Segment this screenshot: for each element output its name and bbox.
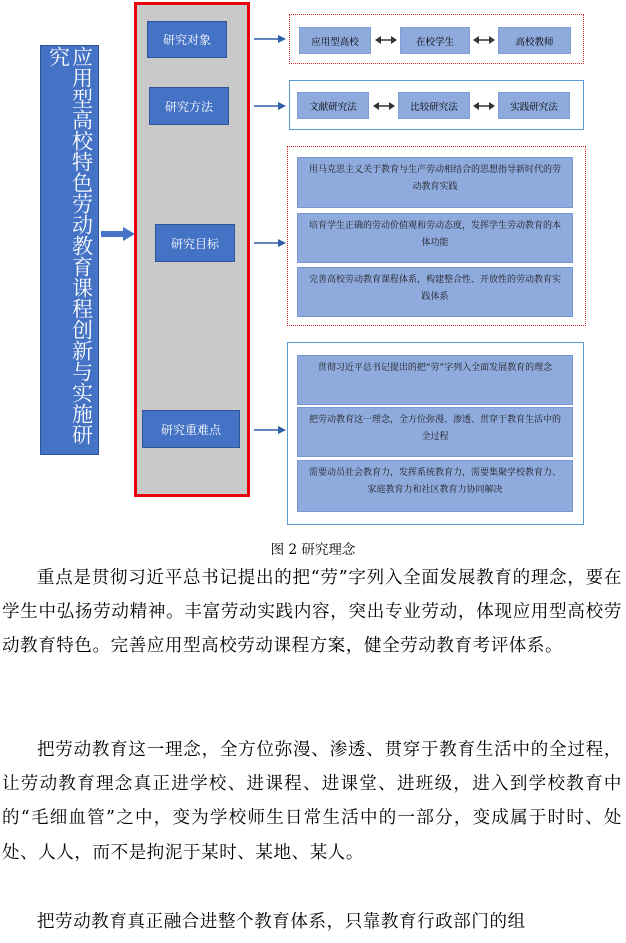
- category-goals-label: 研究目标: [170, 236, 219, 251]
- main-arrow-icon: [101, 227, 135, 241]
- arrow-objects-icon: [254, 34, 286, 44]
- keypoint-item: 需要动员社会教育力，发挥系统教育力，需要集聚学校教育力、家庭教育力和社区教育力协同解决: [297, 460, 573, 512]
- goal-item: 完善高校劳动教育课程体系，构建整合性、开放性的劳动教育实践体系: [297, 267, 573, 317]
- category-objects-box: [147, 21, 227, 58]
- category-goals-box: [155, 224, 235, 262]
- object-item: 在校学生: [400, 27, 470, 54]
- method-item: 文献研究法: [297, 92, 369, 119]
- keypoint-item: 把劳动教育这一理念，全方位弥漫、渗透、贯穿于教育生活中的全过程: [297, 407, 573, 457]
- category-objects-label: 研究对象: [162, 33, 211, 47]
- arrow-goals-icon: [254, 238, 286, 248]
- object-item: 高校教师: [498, 27, 571, 54]
- category-keypoints-label: 研究重难点: [160, 422, 221, 437]
- arrow-methods-icon: [254, 101, 286, 111]
- method-item: 比较研究法: [398, 92, 470, 119]
- method-item: 实践研究法: [498, 92, 570, 119]
- category-methods-box: [149, 87, 229, 125]
- double-arrow-icon: [473, 35, 495, 45]
- double-arrow-icon: [473, 101, 495, 111]
- research-title-box: [40, 45, 99, 455]
- body-paragraph: 把劳动教育真正融合进整个教育体系，只靠教育行政部门的组: [37, 912, 526, 932]
- arrow-keypoints-icon: [254, 425, 286, 435]
- double-arrow-icon: [375, 35, 397, 45]
- research-title: 应用型高校特色劳动教育课程创新与实施研究: [46, 46, 94, 445]
- body-paragraph: 重点是贯彻习近平总书记提出的把“劳”字列入全面发展教育的理念，要在学生中弘扬劳动精神。丰富劳动实践内容，突出专业劳动，体现应用型高校劳动教育特色。完善应用型高校劳动课程方案，健全劳动教育考评体系。: [2, 568, 622, 657]
- category-methods-label: 研究方法: [164, 99, 213, 114]
- category-keypoints-box: [142, 410, 240, 448]
- goal-item: 用马克思主义关于教育与生产劳动相结合的思想指导新时代的劳动教育实践: [297, 157, 573, 208]
- object-item: 应用型高校: [299, 27, 371, 54]
- double-arrow-icon: [373, 101, 395, 111]
- figure-caption: 图 2 研究理念: [270, 542, 356, 558]
- body-paragraph: 把劳动教育这一理念，全方位弥漫、渗透、贯穿于教育生活中的全过程，让劳动教育理念真正进学校、进课程、进课堂、进班级，进入到学校教育中的“毛细血管”之中，变为学校师生日常生活中的一部分，变成属于时时、处处、人人，而不是拘泥于某时、某地、某人。: [2, 740, 622, 863]
- goal-item: 培育学生正确的劳动价值观和劳动态度，发挥学生劳动教育的本体功能: [297, 213, 573, 263]
- keypoint-item: 贯彻习近平总书记提出的把“劳”字列入全面发展教育的理念: [297, 355, 573, 405]
